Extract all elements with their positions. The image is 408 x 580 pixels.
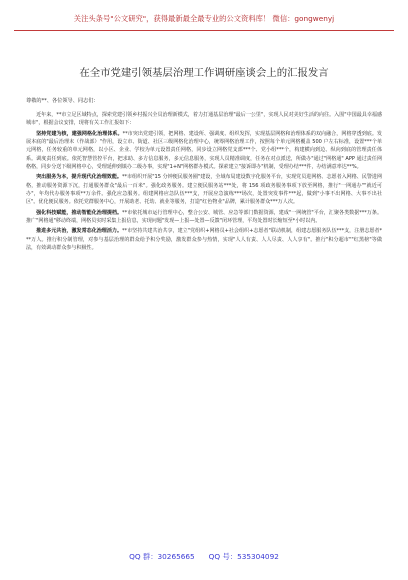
- document-title: 在全市党建引领基层治理工作调研座谈会上的汇报发言: [79, 67, 329, 79]
- paragraph-2-text: **市突出党建引领，把网格、建设所、强调度、组织发挥，实现基层网格和治理体系的双向融合，网格穿透到底。发展本底的"最后治理末（作战部）"作用，设立市、街道、社区三级网格化治理中心，统筹网格治理工作，按照每个单元网格覆盖 500 户左右标准，设置***个单元网格，任务较重的单元网格，以小区、企业、学校为单元设置责任网格，同步设立网格党支部***个、党小组***个，构建横向到边、纵向到底的管理责任体系。调度责任到底。依托智慧管控平台，把求助、多方信息服务，多元信息服务，实现人员精准调度，任务在对点派送，所做办"通过"网格通" APP 通过责任网格格，同步分送下级网格中心，受理延伸到镇办二级办事，实现"1+N"网格群办模式。探索建立"接诉即办"机制，受理办结***件，办结满意率达**%。: [26, 130, 382, 171]
- document-body: [26, 111, 382, 535]
- paragraph-5-lead: 推进多元共治，激发常态化治理活力。: [36, 228, 123, 235]
- salutation: 尊敬的**、各位领导、同志们：: [26, 98, 99, 104]
- paragraph-5: [26, 227, 382, 252]
- paragraph-4-text: **市依托城市运行管理中心，整合公安、城管、应急等部门数据资源，建成"一网统管"平台，汇聚各类数据***万条。推广"网格通"移动终端，网格员实时采集上报信息，实现问题"发现—上报—处置—反馈"闭环管理，平均处置时长缩短至*小时以内。: [26, 209, 382, 225]
- paragraph-4: [26, 209, 382, 226]
- paragraph-3-text: **市组织开展"15 分钟便民服务圈"建设，全域布局建设数字化服务平台，实现党员进网格、志愿者入网格、民警进网格，推动服务资源下沉，打通服务群众"最后一百米"。强化政务服务。建立便民服务站***处，将 156 项政务服务事项下放至网格，推行"一网通办""就近可办"，年均代办服务事项**万余件。强化应急服务。组建网格应急队伍***支，开展应急演练***场次，处置突发事件***起，做到"小事不出网格、大事不出社区"。优化便民服务。依托党群服务中心，开展助老、托幼、就业等服务，打造"红色物业"品牌，累计服务群众***万人次。: [26, 174, 382, 206]
- footer-qq-group: QQ 群：30265665: [129, 552, 195, 561]
- footer-contact: [18, 552, 390, 562]
- paragraph-1: [26, 111, 382, 128]
- header-divider: [14, 30, 394, 31]
- paragraph-3: [26, 173, 382, 206]
- paragraph-2: [26, 130, 382, 172]
- paragraph-4-lead: 强化科技赋能，推动智能化治理提档。: [36, 209, 123, 216]
- paragraph-1-text: 近年来，**市立足区域特点，探索党建引领乡村振兴全员治理新模式，着力打通基层治理"最后一公里"，实现人民对美好生活的向往。入围"中国最具幸福感城市"，根据会议安排，现将有关工作汇报如下：: [26, 112, 382, 127]
- paragraph-3-lead: 突出服务为本，提升现代化治理效能。: [36, 174, 122, 181]
- footer-qq-number: QQ 号：535304092: [208, 552, 279, 561]
- banner-text: 关注头条号"公文研究"，获得最新最全最专业的公文资料库！ 微信：gongwenyj: [73, 14, 335, 23]
- paragraph-2-lead: 坚持党建为核，建强网格化治理体系。: [36, 130, 123, 137]
- paragraph-5-text: **市坚持共建共治共享，建立"党组织+网格员+社会组织+志愿者"联动机制，组建志愿服务队伍***支，注册志愿者***万人。推行积分制管理，对参与基层治理的群众给予积分奖励，激发群众参与热情，实现"人人有责、人人尽责、人人享有"。推行"积分超市""红黑榜"等做法，有效调动群众参与积极性。: [26, 228, 382, 252]
